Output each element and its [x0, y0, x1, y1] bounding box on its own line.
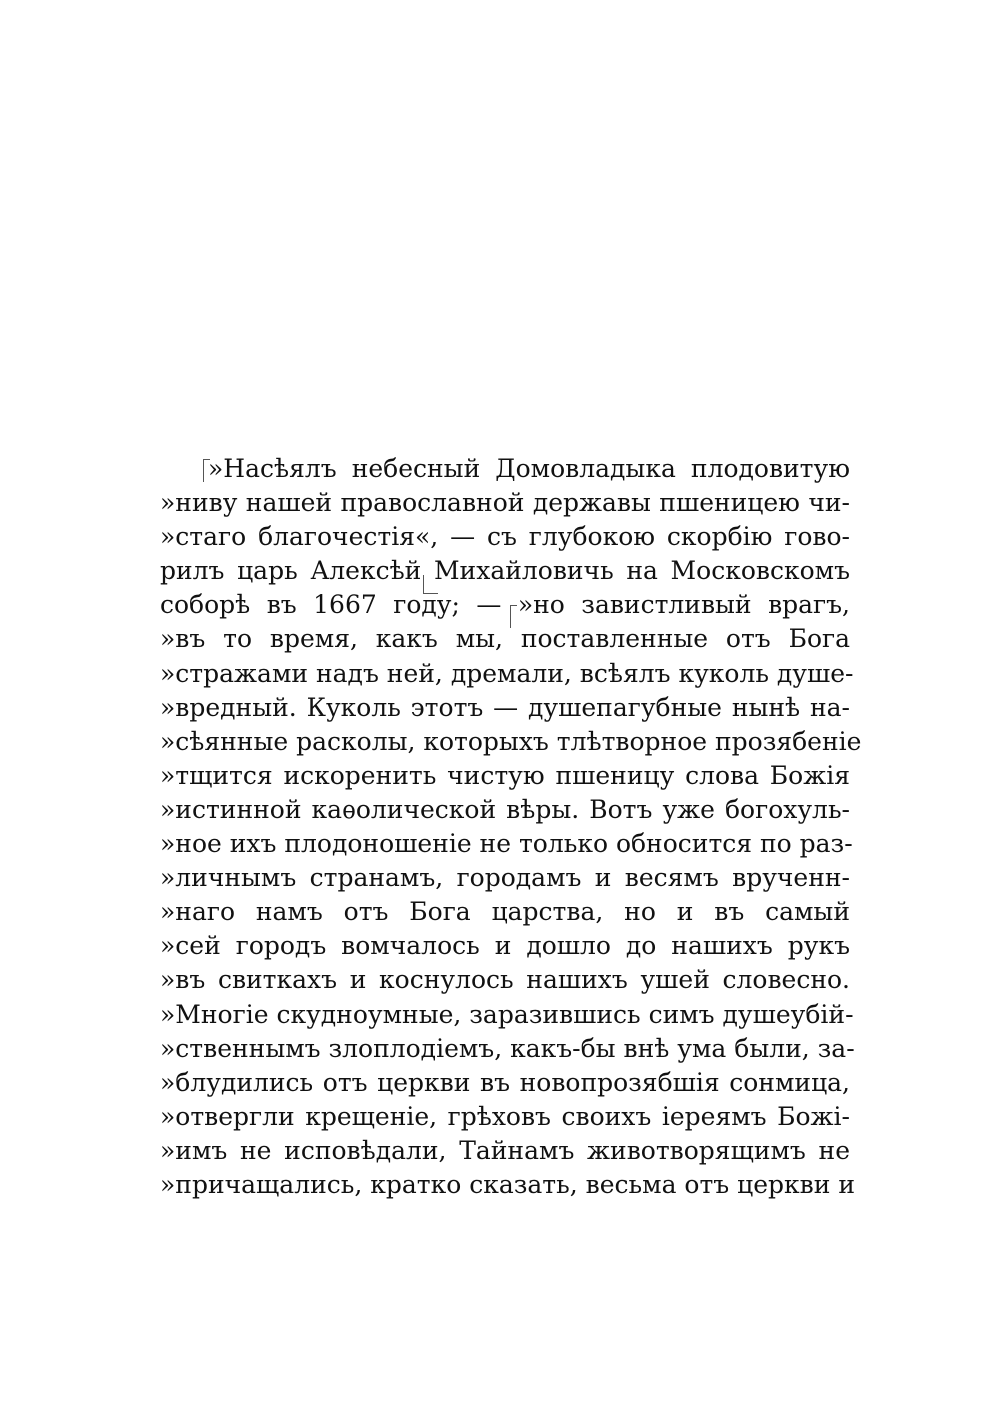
- text-line: »сей городъ вомчалось и дошло до нашихъ рукъ: [160, 931, 850, 961]
- text-line: »тщится искоренить чистую пшеницу слова Божія: [160, 760, 850, 790]
- text-line: »истинной каѳолической вѣры. Вотъ уже богохуль-: [160, 794, 850, 824]
- text-line: »ниву нашей православной державы пшеницею чи-: [160, 488, 850, 518]
- text-line: »наго намъ отъ Бога царства, но и въ самый: [160, 897, 850, 927]
- text-line: »Многіе скудноумные, заразившись симъ душеубій-: [160, 999, 854, 1029]
- text-line: »вредный. Куколь этотъ — душепагубные нынѣ на-: [160, 692, 850, 722]
- text-line: »блудились отъ церкви въ новопрозябшія сонмица,: [160, 1067, 850, 1097]
- text-line: »ственнымъ злоплодіемъ, какъ-бы внѣ ума были, за-: [160, 1033, 855, 1063]
- text-line: рилъ царь Алексѣй Михайловичь на Московскомъ: [160, 556, 850, 586]
- text-line: »отвергли крещеніе, грѣховъ своихъ іереямъ Божі-: [160, 1101, 850, 1131]
- text-line: »личнымъ странамъ, городамъ и весямъ врученн-: [160, 863, 850, 893]
- body-text: [160, 452, 862, 1202]
- text-line: »имъ не исповѣдали, Тайнамъ животворящимъ не: [160, 1135, 850, 1165]
- text-line: »въ свиткахъ и коснулось нашихъ ушей словесно.: [160, 965, 850, 995]
- text-line: »стражами надъ ней, дремали, всѣялъ куколь душе-: [160, 658, 854, 688]
- text-line: соборѣ въ 1667 году; — »но завистливый врагъ,: [160, 590, 850, 620]
- text-line: »стаго благочестія«, — съ глубокою скорбію гово-: [160, 522, 850, 552]
- text-line: »ное ихъ плодоношеніе не только обносится по раз-: [160, 829, 853, 859]
- text-line: »причащались, кратко сказать, весьма отъ церкви и: [160, 1169, 856, 1199]
- text-line: »сѣянные расколы, которыхъ тлѣтворное прозябеніе: [160, 726, 862, 756]
- text-line: »въ то время, какъ мы, поставленные отъ Бога: [160, 624, 850, 654]
- text-line: »Насѣялъ небесный Домовладыка плодовитую: [208, 454, 850, 483]
